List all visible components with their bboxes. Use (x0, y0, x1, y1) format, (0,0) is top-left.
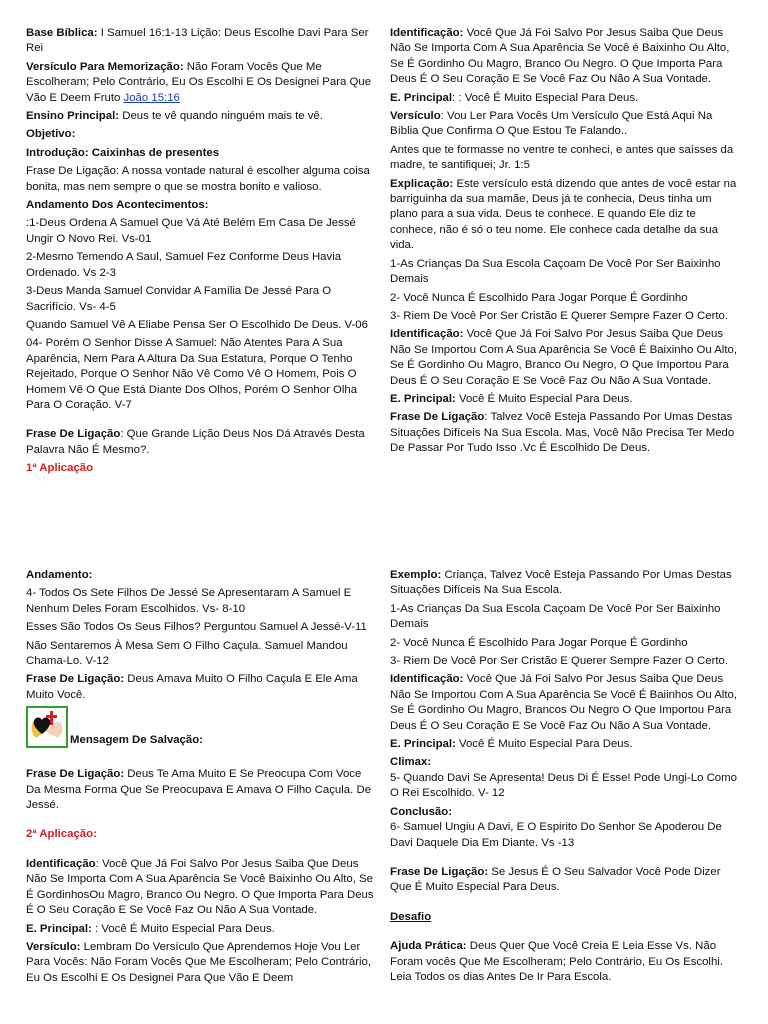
frase-ligacao-2: Frase De Ligação: Deus Te Ama Muito E Se Preocupa Com Voce Da Mesma Forma Que Se Preocupava E Amava O Filho Caçula. De Jessé. (26, 768, 372, 812)
heart-cross-hands-icon (26, 706, 68, 748)
base-biblica: Base Bíblica: I Samuel 16:1-13 Lição: Deus Escolhe Davi Para Ser Rei (26, 27, 369, 55)
ensino-principal: E. Principal: Você É Muito Especial Para Deus. (390, 738, 633, 751)
identificacao: Identificação: Você Que Já Foi Salvo Por Jesus Saiba Que Deus Não Se Importou Com A Sua Aparência Se Você É Baiinhos Ou Alto, Se É Gordinho Ou Magro, Brancos Ou Negro O Que Importou Para Deus É O Seu Coração E Se Você Faz Ou Não A Sua Vontade. (390, 673, 737, 732)
mensagem-salvacao (26, 706, 378, 748)
list-item: 04- Porém O Senhor Disse A Samuel: Não Atentes Para A Sua Aparência, Nem Para A Altura Da Sua Estatura, Porque O Tenho Rejeitado, Porque O Senhor Não Vê Como Vê O Homem, Pois O Homem Vê O Que Está Diante Dos Olhos, Porém O Senhor Olha Para O Coração. V-7 (26, 337, 358, 411)
aplicacao-2-heading: 2ª Aplicação: (26, 828, 97, 841)
versiculo-memorizacao: Versículo Para Memorização: Não Foram Vocês Que Me Escolheram; Pelo Contrário, Eu Os Escolhi E Os Designei Para Que Vão E Deem Fruto João 15:16 (26, 60, 372, 104)
verse-link[interactable]: João 15:16 (123, 91, 180, 104)
list-item: Esses São Todos Os Seus Filhos? Perguntou Samuel A Jessé-V-11 (26, 621, 367, 634)
list-item: 3-Deus Manda Samuel Convidar A Família De Jessé Para O Sacrifício. Vs- 4-5 (26, 285, 332, 313)
conclusao: Conclusão: (390, 805, 453, 818)
frase-ligacao: Frase De Ligação: Se Jesus É O Seu Salvador Você Pode Dizer Que É Muito Especial Para Deus. (390, 865, 721, 894)
identificacao: Identificação: Você Que Já Foi Salvo Por Jesus Saiba Que Deus Não Se Importa Com A Sua Aparência Se Você Baixinho Ou Alto, Se É GordinhosOu Magro, Branco Ou Negro. O Que Importa Para Deus É O Seu Coração E Se Você Faz Ou Não A Sua Vontade. (26, 857, 374, 917)
list-item: 2-Mesmo Temendo A Saul, Samuel Fez Conforme Deus Havia Ordenado. Vs 2-3 (26, 251, 342, 279)
frase-ligacao: Frase De Ligação: Talvez Você Esteja Passando Por Umas Destas Situações Difíceis Na Sua Escola. Mas, Você Não Precisa Ter Medo De Passar Por Tudo Isso .Vc É Escolhido De Deus. (390, 411, 735, 455)
right-top-column (390, 26, 742, 460)
list-item: :1-Deus Ordena A Samuel Que Vá Até Belém Em Casa De Jessé Ungir O Novo Rei. Vs-01 (26, 217, 356, 245)
list-item: 1-As Crianças Da Sua Escola Caçoam De Você Por Ser Baixinho Demais (390, 602, 721, 631)
ensino-principal-2: E. Principal: Você É Muito Especial Para Deus. (390, 392, 633, 405)
identificacao-1: Identificação: Você Que Já Foi Salvo Por Jesus Saiba Que Deus Não Se Importa Com A Sua Aparência Se Você é Baixinho Ou Alto, Se É Gordinho Ou Magro, Branco Ou Negro. O Que Importa Para Deus É O Seu Coração E Se Você Faz Ou Não A Sua Vontade. (390, 27, 730, 86)
andamento-heading: Andamento: (26, 569, 93, 581)
identificacao-2: Identificação: Você Que Já Foi Salvo Por Jesus Saiba Que Deus Não Se Importou Com A Sua Aparência Se Você É Baixinho Ou Alto, Se É Gordinho Ou Magro, Branco Ou Negro, O Que Importou Para Deus É O Seu Coração E Se Você Faz Ou Não A Sua Vontade. (390, 328, 737, 387)
conclusao-text: 6- Samuel Ungiu A Davi, E O Espirito Do Senhor Se Apoderou De Davi Daquele Dia Em Diante. Vs -13 (390, 821, 722, 849)
list-item: 4- Todos Os Sete Filhos De Jessé Se Apresentaram A Samuel E Nenhum Deles Foram Escolhidos. Vs- 8-10 (26, 587, 352, 615)
introducao: Introdução: Caixinhas de presentes (26, 146, 220, 159)
ensino-principal: E. Principal: : Você É Muito Especial Para Deus. (26, 922, 275, 935)
left-top-column (26, 26, 378, 480)
objetivo: Objetivo: (26, 128, 76, 141)
list-item: 1-As Crianças Da Sua Escola Caçoam De Você Por Ser Baixinho Demais (390, 257, 721, 286)
versiculo: Versículo: Vou Ler Para Vocês Um Versículo Que Está Aqui Na Bíblia Que Confirma O Que Estou Te Falando.. (390, 110, 713, 138)
ajuda-pratica: Ajuda Prática: Deus Quer Que Você Creia E Leia Esse Vs. Não Foram vocês Que Me Escolheram; Pelo Contrário, Eu Os Escolhi. Leia Todos os dias Antes De Ir Para Escola. (390, 940, 723, 983)
desafio-heading: Desafio (390, 910, 432, 923)
salvacao-label: Mensagem De Salvação: (70, 733, 203, 746)
exemplo: Exemplo: Criança, Talvez Você Esteja Passando Por Umas Destas Situações Difíceis Na Sua Escola. (390, 569, 732, 597)
frase-ligacao-2: Frase De Ligação: Que Grande Lição Deus Nos Dá Através Desta Palavra Não É Mesmo?. (26, 428, 365, 456)
andamento-heading: Andamento Dos Acontecimentos: (26, 199, 209, 212)
list-item: 3- Riem De Você Por Ser Cristão E Querer Sempre Fazer O Certo. (390, 655, 729, 668)
right-bottom-column (390, 568, 742, 988)
ensino-principal: Ensino Principal: Deus te vê quando ninguém mais te vê. (26, 110, 323, 123)
versiculo: Versículo: Lembram Do Versículo Que Aprendemos Hoje Vou Ler Para Vocês: Não Foram Vocês Que Me Escolheram; Pelo Contrário, Eu Os Escolhi E Os Designei Para Que Vão E Deem (26, 940, 372, 984)
list-item: Não Sentaremos À Mesa Sem O Filho Caçula. Samuel Mandou Chama-Lo. V-12 (26, 639, 348, 668)
climax: Climax: (390, 756, 432, 769)
verse-quote: Antes que te formasse no ventre te conheci, e antes que saísses da madre, te santifiquei; Jr. 1:5 (390, 143, 734, 172)
list-item: 2- Você Nunca É Escolhido Para Jogar Porque É Gordinho (390, 291, 688, 304)
list-item: 3- Riem De Você Por Ser Cristão E Querer Sempre Fazer O Certo. (390, 309, 729, 322)
list-item: Quando Samuel Vê A Eliabe Pensa Ser O Escolhido De Deus. V-06 (26, 318, 368, 331)
left-bottom-column (26, 568, 378, 989)
aplicacao-1-heading: 1ª Aplicação (26, 462, 94, 475)
frase-ligacao-1: Frase De Ligação: A nossa vontade natural é escolher alguma coisa bonita, mas nem sempre o que se mostra bonito e valioso. (26, 165, 370, 193)
explicacao: Explicação: Este versículo está dizendo que antes de você estar na barriguinha da sua mamãe, Deus já te conhecia, Deus tinha um plano para a sua vida. Deus te conhece. E quando Ele diz te conhece, não é só o teu nome. Ele conhece cada detalhe da sua vida. (390, 177, 737, 252)
frase-ligacao-1: Frase De Ligação: Deus Amava Muito O Filho Caçula E Ele Ama Muito Você. (26, 673, 358, 701)
ensino-principal-1: E. Principal: : Você É Muito Especial Para Deus. (390, 91, 639, 104)
list-item: 2- Você Nunca É Escolhido Para Jogar Porque É Gordinho (390, 636, 688, 649)
climax-text: 5- Quando Davi Se Apresenta! Deus Di É Esse! Pode Ungi-Lo Como O Rei Escolhido. V- 12 (390, 771, 737, 800)
